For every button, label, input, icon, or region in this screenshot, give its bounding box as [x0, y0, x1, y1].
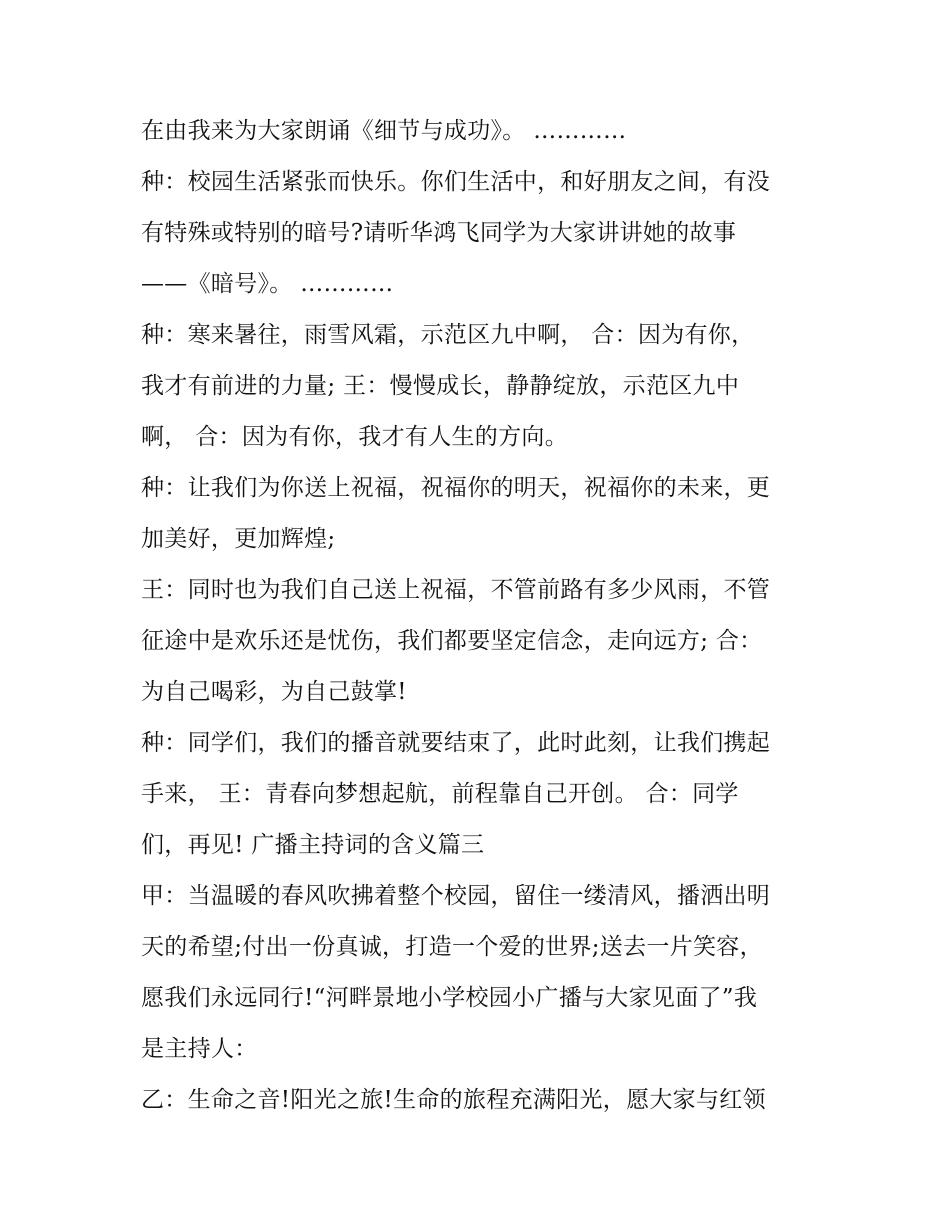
document-body — [141, 106, 821, 1126]
text-line: 在由我来为大家朗诵《细节与成功》。 ………… — [141, 118, 627, 144]
text-line: ——《暗号》。 ………… — [141, 271, 394, 297]
text-line: 种：校园生活紧张而快乐。你们生活中，和好朋友之间，有没 — [141, 169, 771, 195]
text-line: 甲：当温暖的春风吹拂着整个校园，留住一缕清风，播洒出明 — [141, 883, 771, 909]
text-line: 我才有前进的力量; 王：慢慢成长，静静绽放，示范区九中 — [141, 373, 740, 399]
text-line: 征途中是欢乐还是忧伤，我们都要坚定信念，走向远方; 合： — [141, 628, 763, 654]
text-line: 啊， 合：因为有你，我才有人生的方向。 — [141, 424, 569, 450]
text-line: 种：让我们为你送上祝福，祝福你的明天，祝福你的未来，更 — [141, 475, 771, 501]
text-line: 种：同学们，我们的播音就要结束了，此时此刻，让我们携起 — [141, 730, 771, 756]
text-line: 王：同时也为我们自己送上祝福，不管前路有多少风雨，不管 — [141, 577, 771, 603]
text-line: 愿我们永远同行!“河畔景地小学校园小广播与大家见面了”我 — [141, 985, 758, 1011]
text-line: 为自己喝彩，为自己鼓掌! — [141, 679, 407, 705]
text-line: 是主持人： — [141, 1036, 258, 1062]
text-line: 种：寒来暑往，雨雪风霜，示范区九中啊， 合：因为有你， — [141, 322, 755, 348]
text-line: 们，再见! 广播主持词的含义篇三 — [141, 832, 485, 858]
text-line: 手来， 王：青春向梦想起航，前程靠自己开创。 合：同学 — [141, 781, 739, 807]
text-line: 乙：生命之音!阳光之旅!生命的旅程充满阳光，愿大家与红领 — [141, 1087, 766, 1113]
text-line: 天的希望;付出一份真诚，打造一个爱的世界;送去一片笑容， — [141, 934, 763, 960]
text-line: 加美好，更加辉煌; — [141, 526, 336, 552]
text-line: 有特殊或特别的暗号?请听华鸿飞同学为大家讲讲她的故事 — [141, 220, 737, 246]
